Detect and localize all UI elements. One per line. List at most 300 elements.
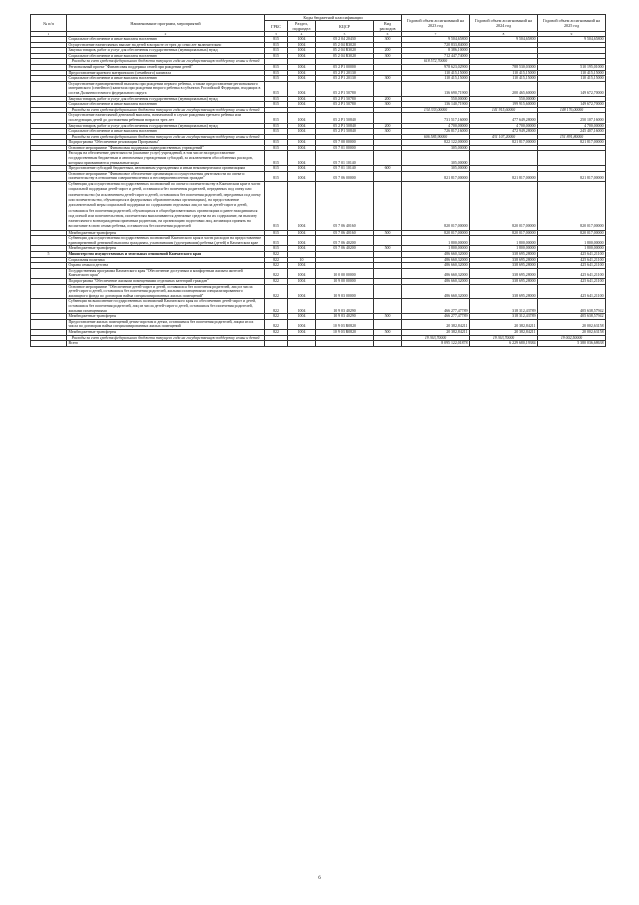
table-row [31, 268, 606, 278]
grbs-code: 815 [265, 37, 288, 43]
item-name: Основное мероприятие "Обеспечение детей-сирот и детей, оставшихся без попечения родителей, лиц из числа детей-сирот и детей, оставшихся без попечения родителей, жилыми помещениями специализированного жилищного фонда по договорам найма специализированных жилых помещений" [67, 284, 265, 299]
amount-2023: 8 386,10000 [402, 48, 470, 54]
grbs-code: 815 [265, 53, 288, 59]
amount-2025: 250 107,16000 [538, 113, 606, 123]
grbs-code: 815 [265, 76, 288, 82]
item-name: Государственная программа Камчатского края "Обеспечение доступным и комфортным жильем жителей Камчатского края" [67, 268, 265, 278]
razdel-code: 1004 [288, 81, 316, 96]
column-index: 3 [265, 32, 288, 37]
amount-2023: 720 833,84000 [402, 42, 470, 48]
amount-2023: 466 277,47789 [402, 299, 470, 314]
kcsr-code: 05 7 06 40160 [316, 230, 374, 236]
amount-2024 [470, 151, 538, 166]
item-name: Министерство имущественных и земельных отношений Камчатского края [67, 252, 265, 258]
item-name: Основное мероприятие "Финансовое обеспечение организации и осуществления деятельности по опеке и попечительству в отношении совершеннолетних и несовершеннолетних граждан" [67, 171, 265, 181]
item-name: Расходы на обеспечение деятельности (оказание услуг) учреждений, в том числе на предоставление государственным бюджетным и автономным учреждениям субсидий, за исключением обособленных расходов, которым присваиваются уникальные коды [67, 151, 265, 166]
razdel-code: 1004 [288, 314, 316, 320]
amount-2025: 820 017,00000 [538, 182, 606, 231]
amount-2025: 4 700,00000 [538, 123, 606, 129]
amount-2025: 820 017,00000 [538, 230, 606, 236]
table-row [31, 182, 606, 231]
amount-2025: 19 002,50000 [538, 335, 606, 341]
grbs-code: 822 [265, 263, 288, 269]
grbs-code: 815 [265, 123, 288, 129]
row-number [31, 182, 67, 231]
grbs-code: 815 [265, 145, 288, 151]
razdel-code: 1004 [288, 76, 316, 82]
grbs-code: 822 [265, 252, 288, 258]
razdel-code: 1004 [288, 113, 316, 123]
item-name: Межбюджетные трансферты [67, 230, 265, 236]
row-number [31, 319, 67, 329]
item-name: Социальное обеспечение и иные выплаты населению [67, 53, 265, 59]
vid-code [374, 319, 402, 329]
item-name: Межбюджетные трансферты [67, 246, 265, 252]
kcsr-code: 10 9 03 00000 [316, 284, 374, 299]
amount-2024: 338 695,28000 [470, 268, 538, 278]
kcsr-code: 05 2 04 R3020 [316, 48, 374, 54]
header-num: № п/п [31, 15, 67, 32]
header-2024: Годовой объем ассигнований на 2024 год [470, 15, 538, 32]
column-index: 2 [67, 32, 265, 37]
kcsr-code: 05 2 04 R3020 [316, 53, 374, 59]
item-name: Предоставление жилых помещений детям-сиротам и детям, оставшимся без попечения родителей, лицам из их числа по договорам найма специализированных жилых помещений [67, 319, 265, 329]
amount-2025: 149 672,70000 [538, 81, 606, 96]
item-name: Предоставление краевого материнского (семейного) капитала [67, 70, 265, 76]
vid-code: 300 [374, 102, 402, 108]
vid-code: 600 [374, 166, 402, 172]
amount-2024: 820 017,00000 [470, 182, 538, 231]
kcsr-code: 05 2 04 20430 [316, 37, 374, 43]
razdel-code: 1004 [288, 299, 316, 314]
header-vid: Вид расходов [374, 21, 402, 32]
vid-code [374, 299, 402, 314]
amount-2024: 4 700,00000 [470, 123, 538, 129]
amount-2025: 148 176,00000 [538, 107, 606, 113]
grbs-code: 815 [265, 96, 288, 102]
amount-2024: 318 312,43789 [470, 314, 538, 320]
kcsr-code: 05 2 P1 50780 [316, 102, 374, 108]
amount-2023: 820 017,00000 [402, 182, 470, 231]
row-number [31, 284, 67, 299]
item-name: Закупка товаров, работ и услуг для обеспечения государственных (муниципальных) нужд [67, 96, 265, 102]
razdel-code: 1004 [288, 151, 316, 166]
total-row [31, 341, 606, 347]
vid-code [374, 341, 402, 347]
kcsr-code: 05 7 06 00000 [316, 171, 374, 181]
kcsr-code: 05 2 P1 00000 [316, 64, 374, 70]
amount-2024: 338 695,28000 [470, 279, 538, 285]
column-index: 6 [374, 32, 402, 37]
amount-2023: 305,00000 [402, 151, 470, 166]
row-number: 5 [31, 252, 67, 258]
amount-2023: 20 382,84211 [402, 319, 470, 329]
grbs-code: 815 [265, 140, 288, 146]
amount-2025: 405 638,57942 [538, 299, 606, 314]
kcsr-code [316, 341, 374, 347]
grbs-code: 822 [265, 314, 288, 320]
header-name: Наименование программ, мероприятий [67, 15, 265, 32]
grbs-code: 822 [265, 284, 288, 299]
column-index: 1 [31, 32, 67, 37]
amount-2023: 8 095 122,01878 [402, 341, 470, 347]
amount-2023: 305,00000 [402, 166, 470, 172]
item-name: Социальное обеспечение и иные выплаты населению [67, 102, 265, 108]
column-index: 7 [402, 32, 470, 37]
amount-2025: 821 817,00000 [538, 140, 606, 146]
kcsr-code: 05 2 P1 20130 [316, 76, 374, 82]
amount-2024: 550,00000 [470, 96, 538, 102]
razdel-code: 1004 [288, 329, 316, 335]
header-grbs: ГРБС [265, 21, 288, 32]
grbs-code: 815 [265, 129, 288, 135]
row-number [31, 151, 67, 166]
kcsr-code: 05 7 00 00000 [316, 140, 374, 146]
razdel-code: 1004 [288, 48, 316, 54]
item-name: Подпрограмма "Обеспечение жилыми помещениями отдельных категорий граждан" [67, 279, 265, 285]
razdel-code: 1004 [288, 123, 316, 129]
grbs-code: 815 [265, 113, 288, 123]
vid-code [374, 268, 402, 278]
razdel-code: 1004 [288, 246, 316, 252]
amount-2025 [538, 151, 606, 166]
amount-2023: 4 700,00000 [402, 123, 470, 129]
razdel-code: 1004 [288, 230, 316, 236]
grbs-code: 815 [265, 182, 288, 231]
grbs-code: 822 [265, 299, 288, 314]
item-name: Субвенции для осуществления государственных полномочий по опеке и попечительству в Камчатском крае в части социальной поддержки детей-сирот и детей, оставшихся без попечения родителей, переданных под опеку или попечительство (за исключением детей-сирот и детей, оставшихся без попечения родителей, переданных под опеку или попечительство, обучающихся в федеральных образовательных организациях), на предоставление дополнительной меры социальной поддержки по содержанию отдельных лиц из числа детей-сирот и детей, оставшихся без попечения родителей, обучающихся в общеобразовательных организациях и ранее находившихся под опекой или попечительством, попечителям выплачиваются денежные средства на их содержание, на выплату ежемесячного вознаграждения приемным родителям, на организацию подготовки лиц, желающих принять на воспитание в свою семью ребенка, оставшегося без попечения родителей [67, 182, 265, 231]
federal-note-text: Расходы за счет средств федерального бюджета текущего года на государственную поддержку семьи и детей [67, 59, 265, 65]
table-row [31, 113, 606, 123]
amount-2025: 1 800,00000 [538, 246, 606, 252]
kcsr-code: 05 2 P1 50840 [316, 113, 374, 123]
amount-2023: 110 415,15000 [402, 76, 470, 82]
amount-2025: 425 641,21100 [538, 252, 606, 258]
kcsr-code: 05 2 P1 50780 [316, 96, 374, 102]
header-codes-group: Коды бюджетной классификации [265, 15, 402, 21]
amount-2023: 110 415,15000 [402, 70, 470, 76]
amount-2025: 20 002,63158 [538, 319, 606, 329]
kcsr-code: 05 2 04 R3020 [316, 42, 374, 48]
budget-table-sheet [30, 14, 605, 347]
amount-2023: 978 623,02900 [402, 64, 470, 70]
federal-note-text: Расходы за счет средств федерального бюджета текущего года на государственную поддержку семьи и детей [67, 335, 265, 341]
kcsr-code: 05 7 06 40200 [316, 246, 374, 252]
amount-2025: 149 672,70000 [538, 102, 606, 108]
header-razdel: Раздел, подраздел [288, 21, 316, 32]
razdel-code: 1004 [288, 129, 316, 135]
razdel-code: 1004 [288, 96, 316, 102]
amount-2025: 110 415,15000 [538, 70, 606, 76]
amount-2023: 550,00000 [402, 96, 470, 102]
amount-2023: 822 122,00000 [402, 140, 470, 146]
amount-2023: 731 517,16000 [402, 113, 470, 123]
amount-2024: 821 817,00000 [470, 171, 538, 181]
table-row [31, 299, 606, 314]
amount-2023: 712 447,74000 [402, 53, 470, 59]
table-row [31, 236, 606, 246]
amount-2024: 338 695,28000 [470, 257, 538, 263]
grbs-code: 815 [265, 70, 288, 76]
kcsr-code: 05 2 P1 50780 [316, 81, 374, 96]
amount-2025: 405 638,57942 [538, 314, 606, 320]
kcsr-code: 05 2 P1 50840 [316, 123, 374, 129]
table-row [31, 81, 606, 96]
amount-2024: 472 949,28000 [470, 129, 538, 135]
kcsr-code: 05 7 06 40200 [316, 236, 374, 246]
amount-2023: 486 660,32000 [402, 268, 470, 278]
kcsr-code: 05 2 P1 50840 [316, 129, 374, 135]
item-name: Субвенции на выполнение государственных полномочий Камчатского края по обеспечению детей-сирот и детей, оставшихся без попечения родителей, лиц из числа детей-сирот и детей, оставшихся без попечения родителей, жилыми помещениями [67, 299, 265, 314]
amount-2023: 305,00000 [402, 145, 470, 151]
table-body [31, 37, 606, 347]
row-number [31, 299, 67, 314]
grbs-code: 822 [265, 319, 288, 329]
item-name: Социальное обеспечение и иные выплаты населению [67, 76, 265, 82]
razdel-code: 1004 [288, 279, 316, 285]
amount-2025: 425 641,21100 [538, 279, 606, 285]
amount-2025: 425 641,21100 [538, 268, 606, 278]
razdel-code: 1004 [288, 70, 316, 76]
kcsr-code: 10 9 00 00000 [316, 279, 374, 285]
vid-code [374, 81, 402, 96]
grbs-code: 822 [265, 329, 288, 335]
item-name: Закупка товаров, работ и услуг для обеспечения государственных (муниципальных) нужд [67, 48, 265, 54]
amount-2024: 9 504,65800 [470, 37, 538, 43]
razdel-code: 1004 [288, 236, 316, 246]
amount-2024: 110 415,15000 [470, 70, 538, 76]
kcsr-code: 10 9 03 40290 [316, 314, 374, 320]
grbs-code: 815 [265, 151, 288, 166]
amount-2023: 1 800,00000 [402, 246, 470, 252]
amount-2024: 338 695,28000 [470, 263, 538, 269]
header-2023: Годовой объем ассигнований на 2023 год [402, 15, 470, 32]
amount-2025: 245 407,16000 [538, 129, 606, 135]
razdel-code: 1004 [288, 263, 316, 269]
grbs-code: 815 [265, 230, 288, 236]
table-row [31, 171, 606, 181]
row-number [31, 341, 67, 347]
amount-2025: 151 891,80000 [538, 134, 606, 140]
column-index: 4 [288, 32, 316, 37]
grbs-code: 815 [265, 42, 288, 48]
amount-2024: 110 415,15000 [470, 76, 538, 82]
amount-2024: 19 363,70000 [470, 335, 538, 341]
amount-2024: 338 695,28000 [470, 252, 538, 258]
item-name: Осуществление ежемесячных выплат на детей в возрасте от трех до семи лет включительно [67, 42, 265, 48]
razdel-code: 1004 [288, 42, 316, 48]
amount-2024: 821 817,00000 [470, 140, 538, 146]
item-name: Осуществление ежемесячной денежной выплаты, назначаемой в случае рождения третьего ребенка или последующих детей до достижения ребенком возраста трех лет [67, 113, 265, 123]
vid-code: 300 [374, 76, 402, 82]
column-index: 8 [470, 32, 538, 37]
vid-code: 300 [374, 37, 402, 43]
kcsr-code: 05 7 01 00000 [316, 145, 374, 151]
item-name: Социальная политика [67, 257, 265, 263]
vid-code [374, 113, 402, 123]
grbs-code: 822 [265, 279, 288, 285]
amount-2025: 425 641,21100 [538, 257, 606, 263]
kcsr-code: 05 7 01 10140 [316, 151, 374, 166]
vid-code: 500 [374, 246, 402, 252]
kcsr-code: 10 9 03 R0820 [316, 319, 374, 329]
item-name: Подпрограмма "Обеспечение реализации Программы" [67, 140, 265, 146]
item-name: Основное мероприятие "Финансовая поддержка подведомственных учреждений" [67, 145, 265, 151]
item-name: Межбюджетные трансферты [67, 314, 265, 320]
vid-code: 200 [374, 96, 402, 102]
grbs-code [265, 341, 288, 347]
amount-2023: 466 277,47789 [402, 314, 470, 320]
kcsr-code: 05 7 06 40160 [316, 182, 374, 231]
amount-2023: 486 660,32000 [402, 263, 470, 269]
amount-2025: 9 504,65800 [538, 37, 606, 43]
amount-2024: 431 107,20000 [470, 134, 538, 140]
amount-2023: 486 660,32000 [402, 257, 470, 263]
amount-2024: 820 017,00000 [470, 230, 538, 236]
amount-2023: 606 585,90000 [402, 134, 470, 140]
amount-2023: 486 660,32000 [402, 284, 470, 299]
amount-2023: 134 333,00000 [402, 107, 470, 113]
amount-2025: 1 800,00000 [538, 236, 606, 246]
budget-table [30, 14, 606, 347]
amount-2025: 510 195,01000 [538, 64, 606, 70]
vid-code [374, 236, 402, 246]
table-row [31, 319, 606, 329]
item-name: Предоставление субсидий бюджетным, автономным учреждениям и иным некоммерческим организациям [67, 166, 265, 172]
grbs-code: 815 [265, 81, 288, 96]
amount-2024: 318 312,43789 [470, 299, 538, 314]
vid-code: 500 [374, 230, 402, 236]
amount-2023: 821 817,00000 [402, 171, 470, 181]
amount-2024: 788 530,03000 [470, 64, 538, 70]
razdel-code: 1004 [288, 166, 316, 172]
razdel-code: 1004 [288, 268, 316, 278]
item-name: Социальное обеспечение и иные выплаты населению [67, 37, 265, 43]
table-row [31, 151, 606, 166]
kcsr-code: 10 9 03 40290 [316, 299, 374, 314]
amount-2023: 136 140,71900 [402, 102, 470, 108]
grbs-code: 822 [265, 268, 288, 278]
amount-2024: 338 695,28000 [470, 284, 538, 299]
amount-2023: 820 017,00000 [402, 230, 470, 236]
vid-code [374, 151, 402, 166]
vid-code: 300 [374, 129, 402, 135]
vid-code: 200 [374, 123, 402, 129]
item-name: Всего [67, 341, 265, 347]
grbs-code: 822 [265, 257, 288, 263]
amount-2024: 199 915,60000 [470, 102, 538, 108]
amount-2025: 110 415,15000 [538, 76, 606, 82]
vid-code: 200 [374, 48, 402, 54]
amount-2023: 9 504,65800 [402, 37, 470, 43]
amount-2025: 5 380 036,68638 [538, 341, 606, 347]
razdel-code: 1004 [288, 182, 316, 231]
amount-2024: 1 800,00000 [470, 246, 538, 252]
kcsr-code: 10 9 03 R0820 [316, 329, 374, 335]
amount-2023: 19 363,70000 [402, 335, 470, 341]
amount-2023: 1 800,00000 [402, 236, 470, 246]
vid-code: 500 [374, 314, 402, 320]
column-index: 9 [538, 32, 606, 37]
item-name: Региональный проект "Финансовая поддержка семей при рождении детей" [67, 64, 265, 70]
vid-code: 300 [374, 53, 402, 59]
razdel-code: 1004 [288, 53, 316, 59]
row-number [31, 81, 67, 96]
item-name: Субвенции для осуществления государственных полномочий Камчатского края в части расходов на предоставление единовременной денежной выплаты гражданам, усыновившим (удочерившим) ребенка (детей) в Камчатском крае [67, 236, 265, 246]
grbs-code: 815 [265, 102, 288, 108]
amount-2023: 136 690,71900 [402, 81, 470, 96]
amount-2024: 200 465,60000 [470, 81, 538, 96]
amount-2025: 821 817,00000 [538, 171, 606, 181]
amount-2024: 477 649,28000 [470, 113, 538, 123]
table-row [31, 284, 606, 299]
column-index: 5 [316, 32, 374, 37]
grbs-code: 815 [265, 171, 288, 181]
amount-2024: 20 382,84211 [470, 319, 538, 329]
item-name: Закупка товаров, работ и услуг для обеспечения государственных (муниципальных) нужд [67, 123, 265, 129]
vid-code: 500 [374, 329, 402, 335]
amount-2023: 726 817,16000 [402, 129, 470, 135]
vid-code [374, 182, 402, 231]
amount-2023: 20 382,84211 [402, 329, 470, 335]
amount-2024: 141 915,60000 [470, 107, 538, 113]
grbs-code: 815 [265, 166, 288, 172]
razdel-code: 1004 [288, 284, 316, 299]
row-number [31, 268, 67, 278]
grbs-code: 815 [265, 64, 288, 70]
vid-code [374, 171, 402, 181]
razdel-code: 1004 [288, 145, 316, 151]
amount-2025: 425 641,21100 [538, 284, 606, 299]
grbs-code: 815 [265, 48, 288, 54]
amount-2024: 20 382,84211 [470, 329, 538, 335]
item-name: Межбюджетные трансферты [67, 329, 265, 335]
kcsr-code: 05 2 P1 20130 [316, 70, 374, 76]
razdel-code: 1004 [288, 37, 316, 43]
kcsr-code: 10 0 00 00000 [316, 268, 374, 278]
page-number: 6 [318, 876, 321, 881]
grbs-code: 815 [265, 236, 288, 246]
item-name: Социальное обеспечение и иные выплаты населению [67, 129, 265, 135]
vid-code [374, 284, 402, 299]
row-number [31, 113, 67, 123]
razdel-code: 10 [288, 257, 316, 263]
header-2025: Годовой объем ассигнований на 2025 год [538, 15, 606, 32]
item-name: Охрана семьи и детства [67, 263, 265, 269]
razdel-code: 1004 [288, 140, 316, 146]
razdel-code [288, 341, 316, 347]
razdel-code: 1004 [288, 319, 316, 329]
amount-2025: 425 641,21100 [538, 263, 606, 269]
amount-2025: 20 002,63158 [538, 329, 606, 335]
item-name: Осуществление единовременной выплаты при рождении первого ребенка, а также предоставление регионального материнского (семейного) капитала при рождении второго ребенка в субъектах Российской Федерации, входящих в состав Дальневосточного федерального округа [67, 81, 265, 96]
grbs-code: 815 [265, 246, 288, 252]
federal-note-text: Расходы за счет средств федерального бюджета текущего года на государственную поддержку семьи и детей [67, 107, 265, 113]
amount-2023: 486 660,32000 [402, 279, 470, 285]
header-kcsr: КЦСР [316, 21, 374, 32]
row-number [31, 236, 67, 246]
amount-2024: 6 229 680,19384 [470, 341, 538, 347]
razdel-code: 1004 [288, 102, 316, 108]
kcsr-code: 05 7 01 10140 [316, 166, 374, 172]
federal-note-text: Расходы за счет средств федерального бюджета текущего года на государственную поддержку семьи и детей [67, 134, 265, 140]
razdel-code: 1004 [288, 64, 316, 70]
row-number [31, 171, 67, 181]
amount-2024: 1 800,00000 [470, 236, 538, 246]
amount-2023: 618 572,70000 [402, 59, 470, 65]
razdel-code: 1004 [288, 171, 316, 181]
amount-2023: 486 660,32000 [402, 252, 470, 258]
